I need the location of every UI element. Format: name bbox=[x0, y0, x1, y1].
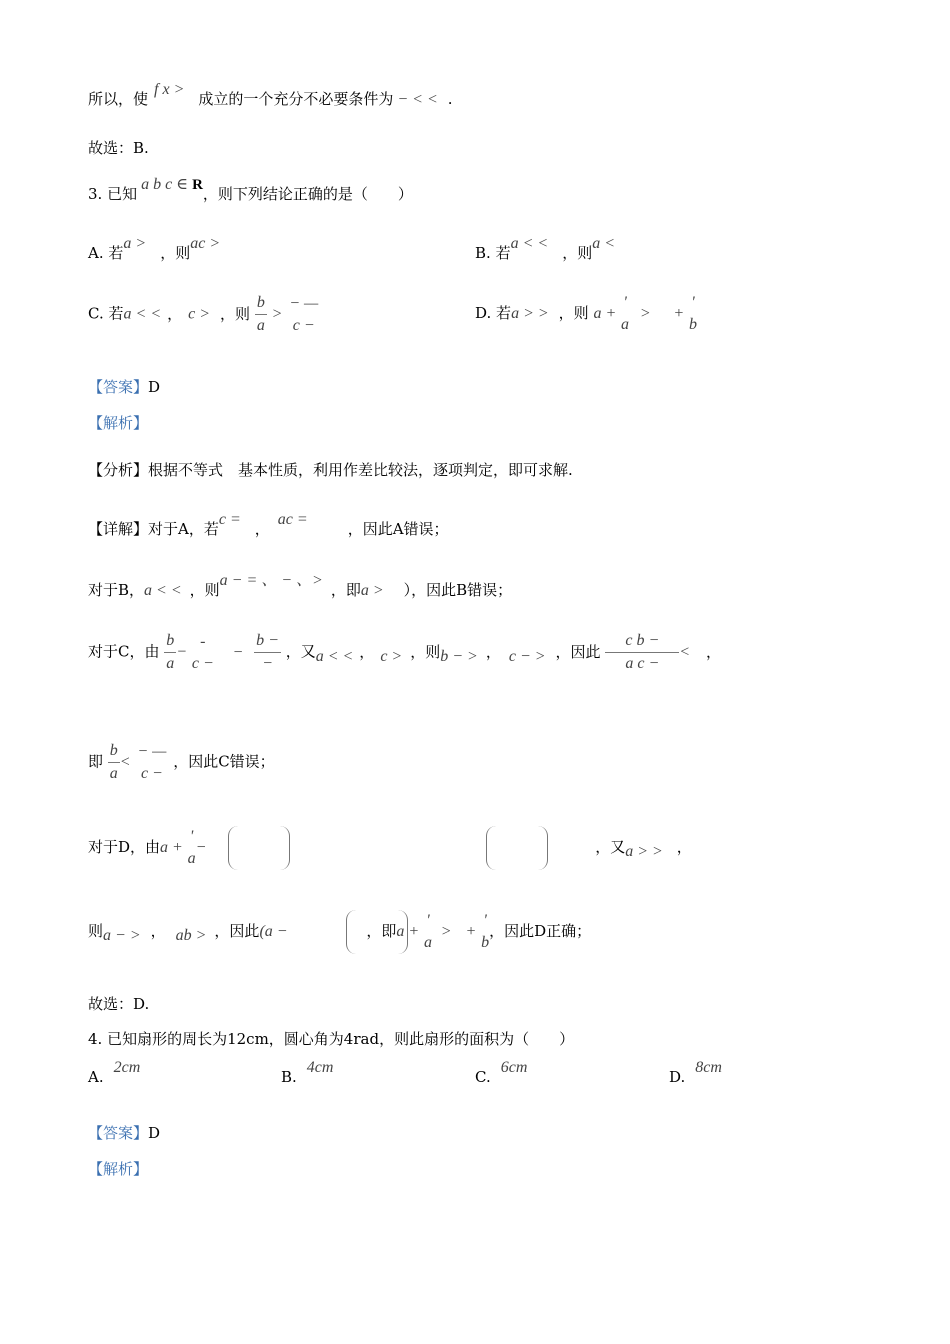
question-3: 3. 已知a b c ∈ R，则下列结论正确的是（ ） bbox=[88, 176, 413, 203]
q4-option-b: B.4cm bbox=[281, 1059, 334, 1086]
analysis-summary-3: 【分析】根据不等式 基本性质，利用作差比较法，逐项判定，即可求解. bbox=[88, 461, 573, 479]
q3-option-c: C. 若a < < ， c > ，则 $\frac{b}{a}$ > − — c − bbox=[88, 292, 320, 337]
math-abc: a b c ∈ bbox=[141, 176, 193, 193]
q3-option-d: D. 若a > > ，则 a + ' a > + ' b bbox=[475, 294, 697, 333]
answer-select-3: 故选：D. bbox=[88, 995, 150, 1013]
math-f-x: f x > bbox=[154, 81, 185, 98]
detail-a: 【详解】对于A，若c =，ac =，因此A错误； bbox=[88, 511, 449, 538]
q4-option-a: A.2cm bbox=[88, 1059, 141, 1086]
conclusion-line: 所以，使f x >成立的一个充分不必要条件为 − < < . bbox=[88, 81, 453, 108]
detail-d-2: 则a − > ， ab > ，因此(a − ，即a + ' a > + ' b ，因此D正确； bbox=[88, 910, 591, 956]
bracket-group-1 bbox=[228, 826, 290, 870]
answer-select-1: 故选：B. bbox=[88, 139, 149, 157]
answer-4: 【答案】D bbox=[88, 1124, 161, 1142]
answer-3: 【答案】D bbox=[88, 378, 161, 396]
fraction-b-over-a: $\frac{b}{a}$ bbox=[256, 294, 265, 334]
bracket-group-3 bbox=[346, 910, 408, 954]
analysis-tag-4: 【解析】 bbox=[88, 1160, 149, 1178]
math-interval: − < < bbox=[397, 91, 438, 108]
q4-option-c: C.6cm bbox=[475, 1059, 528, 1086]
detail-c-2: 即 $\frac{b}{a}$ < − — c − ，因此C错误； bbox=[88, 742, 275, 782]
detail-d: 对于D，由a + ' a − ，又a > > ， bbox=[88, 826, 692, 872]
q3-option-a: A. 若a >，则ac > bbox=[88, 235, 221, 262]
q3-option-b: B. 若a < <，则a < bbox=[475, 235, 615, 262]
bracket-group-2 bbox=[486, 826, 548, 870]
q4-option-d: D.8cm bbox=[669, 1059, 722, 1086]
detail-c: 对于C，由 $\frac{b}{a}$ − - c − − $\frac{b -}{-}$ ，又a < < ， c > ，则b − > ， c − > ，因此 $\frac{\text{c b −}}{\text{a c −}}$ < ， bbox=[88, 632, 722, 672]
question-4: 4. 已知扇形的周长为12cm，圆心角为4rad，则此扇形的面积为（ ） bbox=[88, 1030, 575, 1048]
detail-b: 对于B，a < < ，则a − = 、 − 、>，即a > ），因此B错误； bbox=[88, 572, 513, 599]
analysis-tag-3: 【解析】 bbox=[88, 414, 149, 432]
